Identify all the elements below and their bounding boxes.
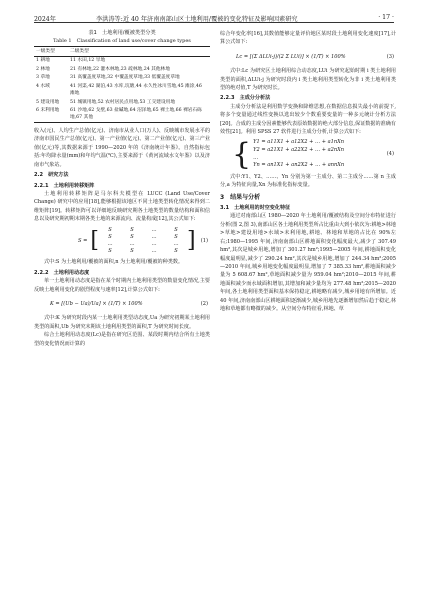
table-row — [34, 82, 210, 98]
matrix-cell: S — [130, 226, 134, 233]
equation-3 — [220, 50, 396, 64]
table-row — [34, 98, 210, 107]
matrix-lhs: S = — [78, 237, 88, 244]
subsection-heading: 3.1 土地利用的时空变化特征 — [220, 205, 291, 212]
equation-number: (4) — [386, 151, 394, 158]
composite-dynamic-formula: Lc = [(Σ ΔLUi-j)/(2 Σ LUi)] × (1/T) × 100% — [236, 53, 346, 60]
paragraph: 主成分分析法是利用数学变换和降维思想,在数据信息损失最小的前提下,将多个变量通过线性变换以选出较少个数重要变量的一种多元统计分析方法[20]。合成的主成分因素能够代表原始数据的绝大部分信息,保证数据的准确有效性[21]。利用 SPSS 27 软件进行主成分分析,计算公式如下: — [220, 103, 396, 136]
page-number: · 17 · — [378, 14, 394, 21]
table-cell: 21 有林地,22 灌木林地,23 疏林地,24 其他林地 — [70, 66, 170, 72]
table-cell: 1 耕地 — [36, 58, 50, 64]
table-row — [34, 56, 210, 65]
table-cell: 3 草地 — [36, 75, 50, 81]
year-label: 2024年 — [34, 16, 56, 23]
paragraph: 通过对南部山区 1980—2020 年土地利用/覆被结构及空间分布特征进行分析(图 2,图 3),南部山区各土地利用类型所占比重由大到小依次为:耕地>林地>草地>建设用地>水域>未利用地,耕地、林地和草地的占比在 90%左右;1980—1995 年间,济南南部山区耕地面积变化幅度最大,减少了 307.49 hm²,其次是城乡用地,增加了 301.27 hm²;1995—2005 年间,耕地面积变化幅度最明显,减少了 290.24 hm²,其次是城乡用地,增加了 244.34 hm²;2005—2010 年间,城乡用地变化幅度最明显,增加了 7 385.33 hm²,耕地面积减少量为 5 608.67 hm²,草地面积减少量为 959.04 hm²;2010—2015 年间,耕地面积减少而水域面积增加,其增加和减少量均为 277.48 hm²;2015—2020 年间,各土地利用类型面积基本保持稳定,耕地略有减少,城乡用地有所增加。近 40 年间,济南南部山区耕地面积逐渐减少,城乡用地先逐渐增加然后趋于稳定,林地和草地都有略微的减少。从空间分布特征看,林地、草 — [220, 213, 396, 312]
paragraph: 土地利用转移矩阵是马尔科夫模型在 LUCC (Land Use/Cover Change) 研究中的应用[18],能够根据该地区不同土地类型转化情况来得到二维矩阵[19]。转移矩阵可以详细地反映研究期各土地类型的数量结构和面积信息以及研究期初期末期各类土地的来源流向、流量构成[12],其公式如下: — [34, 190, 210, 223]
table-cell: 51 城镇用地,52 农村居民点用地,53 工交建设用地 — [70, 99, 176, 105]
right-bracket-icon: ] — [186, 227, 196, 253]
matrix-cell: … — [173, 240, 179, 247]
matrix-cell: S — [108, 226, 112, 233]
matrix-cell: … — [107, 240, 113, 247]
paragraph: 式中:S 为土地利用/覆被的面积,n 为土地利用/覆被的种类数。 — [44, 259, 184, 266]
paragraph: 综合土地利用动态度(Lc)是指在研究区范围、某段时期内结合所有土地类型的变化情况而计算的 — [34, 332, 210, 347]
equation-number: (1) — [200, 237, 208, 244]
system-row: Y2 = a21X1 + a22X2 + … + a2nXn — [253, 147, 345, 154]
paragraph: 单一土地利用动态度是指在某个时期内土地利用类型的数量变化情况,主要反映土地利用变化的剧烈程度与速率[12],计算公式如下: — [34, 278, 210, 293]
matrix-cell: … — [151, 233, 157, 240]
equation-2 — [34, 297, 210, 311]
transfer-matrix — [78, 227, 196, 256]
paragraph: 式中:K 为研究时段内某一土地利用类型动态度,Ua 为研究初期某土地利用类型的面积,Ub 为研究末期该土地利用类型的面积,T 为研究时间长度。 — [34, 315, 210, 330]
paragraph: 综合年变化率[16],其数值能够定量评价地区某时段土地利用变化速度[17],计算公式如下: — [220, 31, 396, 46]
section-heading: 2.2 研究方法 — [34, 172, 69, 179]
subsection-heading: 2.2.3 主成分分析法 — [220, 95, 271, 102]
matrix-cell: … — [129, 240, 135, 247]
right-column — [220, 30, 396, 313]
system-row: … — [253, 154, 259, 161]
table-cell: 4 水域 — [36, 84, 50, 90]
matrix-cell: … — [151, 226, 157, 233]
left-column — [34, 30, 210, 348]
table-cell: 61 沙地,62 戈壁,63 盐碱地,64 沼泽地,65 裸土地,66 裸岩石砾地,67 其他 — [68, 106, 210, 122]
matrix-cell: S — [130, 248, 134, 255]
table-cell: 6 未利用地 — [34, 106, 68, 122]
matrix-grid — [99, 227, 187, 256]
matrix-cell: S — [108, 248, 112, 255]
matrix-cell: S — [174, 248, 178, 255]
table-cell: 31 高覆盖度草地,32 中覆盖度草地,33 低覆盖度草地 — [70, 75, 180, 81]
article-title: 李洪涛等:近 40 年济南南部山区土地利用/覆被的变化特征及影响因素研究 — [96, 16, 298, 23]
table-cell: 2 林地 — [36, 66, 50, 72]
system-row: Yn = an1X1 + an2X2 + … + annXn — [253, 162, 345, 169]
table-cell: 5 建设用地 — [36, 99, 60, 105]
equation-number: (2) — [200, 300, 208, 307]
table-row — [34, 65, 210, 74]
equation-1 — [34, 227, 210, 256]
equation-system — [232, 136, 345, 172]
matrix-cell: S — [130, 233, 134, 240]
paragraph: 式中:Y1、Y2、……、Yn 分别为第一主成分、第二主成分……第 n 主成分,a 为特征向量,Xn 为标准化指标变量。 — [220, 173, 396, 189]
table-cell: 41 河渠,42 湖泊,43 水库,坑塘,44 永久性冰川雪地,45 滩涂,46 滩地 — [70, 84, 202, 97]
table-row — [34, 106, 210, 122]
paragraph: 收入(元)、人均生产总值(亿元)、济南市从业人口(万人)、反映城市发展水平的济南市国民生产总值(亿元)、第一产业值(亿元)、第二产业值(亿元)、第三产业值(亿元)等,其数据来源于 1990—2020 年的《济南统计年鉴》。自然指标包括:年均降水量(mm)和年均气温(℃),主要来源于《黄河流域水文年鉴》以及济南市气象站。 — [34, 128, 210, 168]
table1-caption-cn: 表1 土地利用/覆被类型分类 — [88, 30, 156, 36]
equation-4 — [220, 136, 396, 172]
left-bracket-icon: [ — [90, 227, 99, 253]
section-heading: 3 结果与分析 — [220, 193, 261, 201]
system-rows — [253, 139, 344, 169]
matrix-cell: S — [174, 233, 178, 240]
table-header-cell: 一级类型 — [34, 46, 68, 56]
paragraph: 式中:Lc 为研究区土地利用综合动态度,LUi 为研究起始时期 i 类土地利用类型的面积,ΔLUi-j 为研究时段内 i 类土地利用类型转化为非 i 类土地利用类型的绝对值,T 为研究时长。 — [220, 68, 396, 92]
table-header-cell: 二级类型 — [68, 46, 210, 56]
dynamic-degree-formula: K = [(Ub − Ua)/Ua] × (1/T) × 100% — [50, 300, 143, 307]
system-row: Y1 = a11X1 + a12X2 + … + a1nXn — [253, 139, 345, 146]
table1-caption-en: Table 1 Classification of land use/cover change types — [53, 37, 191, 44]
subsection-heading: 2.2.2 土地利用动态度 — [34, 269, 90, 276]
table-header-row — [34, 46, 210, 56]
left-brace-icon: { — [232, 136, 252, 172]
matrix-cell: … — [151, 248, 157, 255]
matrix-cell: … — [151, 240, 157, 247]
matrix-cell: S — [174, 226, 178, 233]
matrix-cell: S — [108, 233, 112, 240]
header-rule — [34, 22, 394, 23]
subsection-heading: 2.2.1 土地利用转移矩阵 — [34, 182, 95, 189]
land-use-classification-table — [34, 46, 210, 124]
table-cell: 11 水田,12 旱地 — [70, 58, 106, 64]
equation-number: (3) — [386, 53, 394, 60]
table-row — [34, 74, 210, 83]
